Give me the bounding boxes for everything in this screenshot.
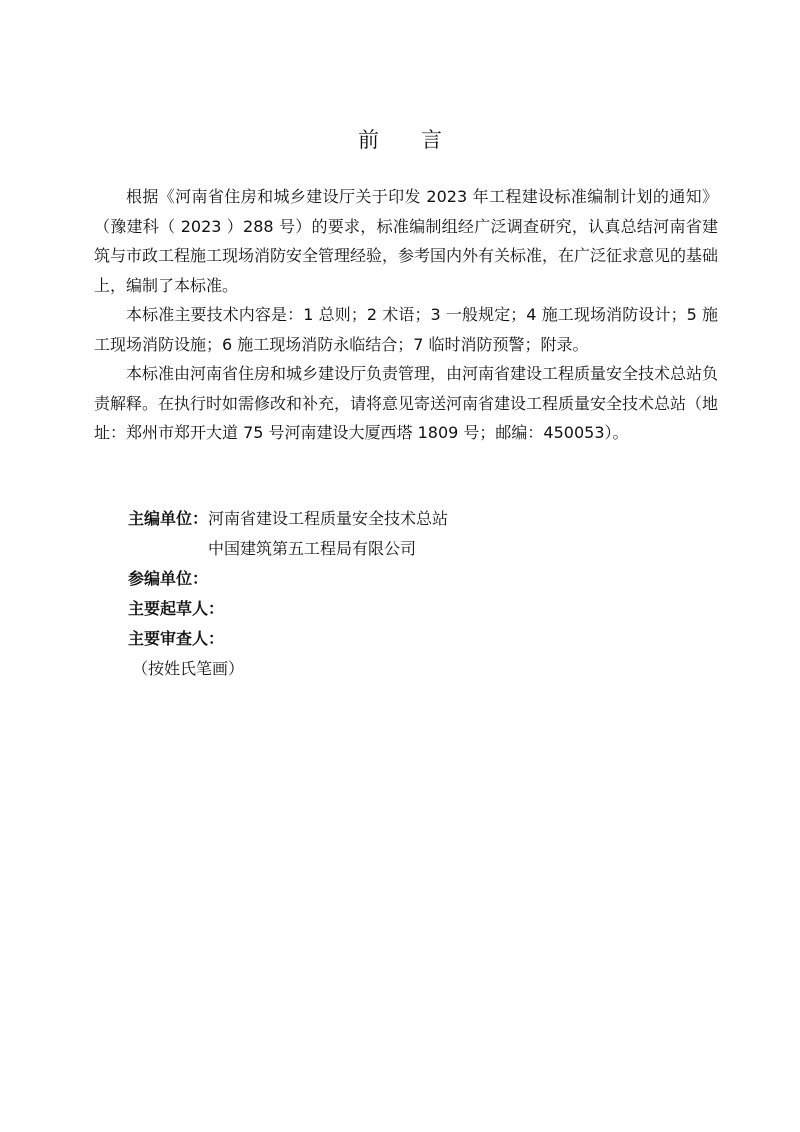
paragraph-basis: 根据《河南省住房和城乡建设厅关于印发 2023 年工程建设标准编制计划的通知》（豫建科（ 2023 ）288 号）的要求，标准编制组经广泛调查研究，认真总结河南省建筑与市政工程施工现场消防安全管理经验，参考国内外有关标准，在广泛征求意见的基础上，编制了本标准。 <box>94 187 719 295</box>
order-note-row <box>132 654 728 684</box>
credits-section <box>128 504 728 684</box>
page-title: 前 言 <box>358 128 442 152</box>
paragraph-management: 本标准由河南省住房和城乡建设厅负责管理，由河南省建设工程质量安全技术总站负责解释。在执行时如需修改和补充，请将意见寄送河南省建设工程质量安全技术总站（地址：郑州市郑开大道 75 号河南建设大厦西塔 1809 号；邮编：450053）。 <box>94 364 719 442</box>
chief-unit-row <box>128 504 728 534</box>
chief-unit-2: 中国建筑第五工程局有限公司 <box>208 539 417 558</box>
chief-unit-1: 河南省建设工程质量安全技术总站 <box>208 509 449 528</box>
order-note: （按姓氏笔画） <box>132 659 245 678</box>
paragraph-contents: 本标准主要技术内容是：1 总则；2 术语；3 一般规定；4 施工现场消防设计；5 施工现场消防设施；6 施工现场消防永临结合；7 临时消防预警；附录。 <box>94 305 718 354</box>
chief-unit-label: 主编单位： <box>128 509 209 528</box>
reviewers-label: 主要审查人： <box>128 629 225 648</box>
drafters-row <box>128 594 728 624</box>
reviewers-row <box>128 624 728 654</box>
participating-unit-row <box>128 564 728 594</box>
drafters-label: 主要起草人： <box>128 599 225 618</box>
participating-unit-label: 参编单位： <box>128 569 209 588</box>
preface-body <box>94 182 718 448</box>
chief-unit-row-2 <box>128 534 728 564</box>
